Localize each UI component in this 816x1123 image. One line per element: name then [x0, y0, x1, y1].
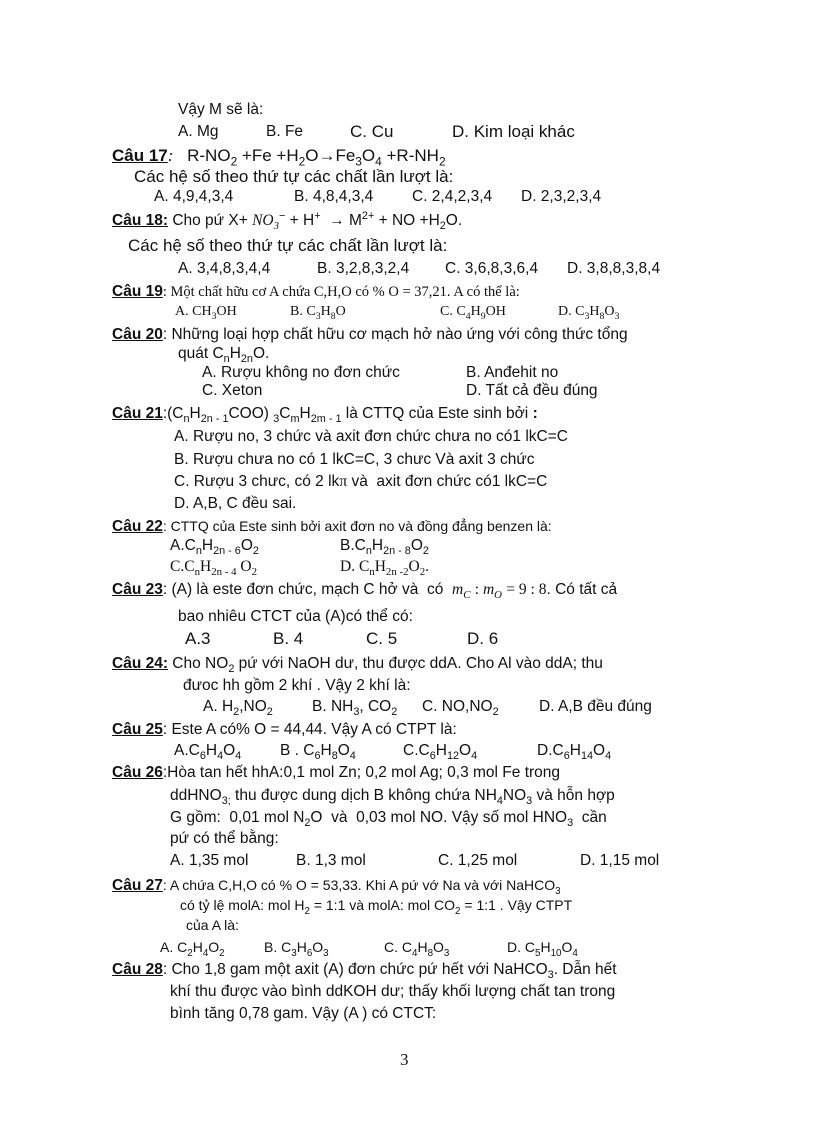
q27-option-b[interactable]: B. $C_3H_6O_3$ [264, 939, 329, 959]
q20-stem-2: quát $C_nH_{2n}O$. [178, 345, 270, 366]
q26-line3: G gồm: 0,01 mol $N_2O$ và 0,03 mol NO. Vậy số mol $HNO_3$ cần [170, 809, 607, 830]
q16-option-c[interactable]: C. Cu [350, 122, 394, 141]
q24-option-a[interactable]: A. $H_2,NO_2$ [203, 698, 273, 719]
q16-option-b[interactable]: B. Fe [266, 123, 304, 140]
q16-option-d[interactable]: D. Kim loại khác [452, 122, 575, 141]
q17-option-a[interactable]: A. 4,9,4,3,4 [154, 188, 234, 205]
q25-stem: : Este A có% O = 44,44. Vậy A có CTPT là: [162, 721, 457, 738]
q27-line2: có tỷ lệ molA: mol $H_2$ = 1:1 và molA: mol $CO_2$ = 1:1 . Vậy CTPT [180, 897, 573, 917]
q24-header [112, 654, 603, 674]
q26-option-c[interactable]: C. 1,25 mol [438, 852, 518, 869]
q18-header [112, 211, 462, 231]
page-number: 3 [400, 1050, 409, 1069]
q26-option-b[interactable]: B. 1,3 mol [296, 852, 366, 869]
q17-label: Câu 17 [112, 146, 168, 165]
q26-line4: pứ có thể bằng: [170, 830, 279, 847]
q25-option-d[interactable]: $D.C_6H_{14}O_4$ [537, 742, 612, 763]
q23-option-c[interactable]: C. 5 [366, 629, 398, 648]
q27-line3: của A là: [186, 917, 239, 933]
q20-option-d[interactable]: D. Tất cả đều đúng [466, 382, 598, 399]
q17-option-c[interactable]: C. 2,4,2,3,4 [412, 188, 493, 205]
q22-label: Câu 22 [112, 518, 163, 535]
q20-label: Câu 20 [112, 326, 163, 343]
q18-equation: Cho pứ $X+ NO_3^- + H^+ \to M^{2+}$ + NO $+H_2O$. [172, 209, 463, 233]
q27-option-d[interactable]: D. $C_5H_{10}O_4$ [507, 939, 578, 959]
q26-option-d[interactable]: D. 1,15 mol [580, 852, 660, 869]
q22-option-d[interactable]: D. $C_nH_{2n -2}O_2$. [340, 558, 430, 579]
q23-line2: bao nhiêu CTCT của (A)có thể có: [178, 608, 413, 625]
q26-option-a[interactable]: A. 1,35 mol [170, 852, 249, 869]
q23-header [112, 580, 617, 600]
q25-option-b[interactable]: B . $C_6H_8O_4$ [280, 742, 356, 763]
q22-header [112, 516, 552, 537]
q21-option-b[interactable]: B. Rượu chưa no có 1 lkC=C, 3 chưc Và axit 3 chức [174, 451, 535, 468]
q23-option-d[interactable]: D. 6 [467, 629, 499, 648]
q28-line2: khí thu được vào bình ddKOH dư; thấy khối lượng chất tan trong [170, 983, 616, 1000]
q20-header [112, 325, 628, 345]
q20-option-c[interactable]: C. Xeton [202, 382, 263, 399]
q22-option-b[interactable]: $B.C_nH_{2n - 8}O_2$ [340, 537, 429, 558]
q25-option-c[interactable]: $C.C_6H_{12}O_4$ [403, 742, 478, 763]
q21-header [112, 404, 538, 424]
q21-option-d[interactable]: D. A,B, C đều sai. [174, 495, 297, 512]
q23-option-a[interactable]: A.3 [185, 629, 211, 648]
q26-line1: :Hòa tan hết hhA:0,1 mol Zn; 0,2 mol Ag; 0,3 mol Fe trong [162, 764, 561, 781]
q26-label: Câu 26 [112, 764, 163, 781]
q19-header [112, 282, 520, 302]
q26-line2: ddHNO$_{3;}$ thu được dung dịch B không chứa $NH_4NO_3$ và hỗn hợp [170, 787, 615, 808]
q28-header [112, 960, 617, 980]
q25-header [112, 720, 457, 740]
q17-equation: $R-NO_2 +Fe +H_2O\to Fe_3O_4 +R-NH_2$ [177, 146, 446, 169]
q19-option-d[interactable]: D. $C_3H_8O_3$ [558, 304, 620, 322]
q24-line2: đưoc hh gồm 2 khí . Vậy 2 khí là: [183, 677, 411, 694]
q28-line3: bình tăng 0,78 gam. Vậy (A ) có CTCT: [170, 1005, 437, 1022]
q16-line: Vậy M sẽ là: [178, 101, 264, 118]
q27-option-a[interactable]: A. $C_2H_4O_2$ [160, 939, 225, 959]
q19-option-a[interactable]: A. $CH_3OH$ [175, 304, 237, 322]
q24-option-c[interactable]: C. $NO,NO_2$ [422, 698, 499, 719]
q22-stem: : CTTQ của Este sinh bởi axit đơn no và đồng đẳng benzen là: [162, 518, 552, 534]
q17-header: Câu 17: $R-NO_2 +Fe +H_2O\to Fe_3O_4 +R-NH_2$ [112, 146, 446, 169]
q27-option-c[interactable]: C. $C_4H_8O_3$ [384, 939, 450, 959]
q23-stem: : (A) là este đơn chức, mạch C hở và có $m_C$ : $m_O = 9$ : 8. Có tất cả [162, 581, 618, 602]
q21-stem: $:(C_nH_{2n - 1}COO)$ $_3C_mH_{2m - 1}$ là CTTQ của Este sinh bởi : [162, 405, 538, 426]
q21-option-c[interactable]: C. Rượu 3 chưc, có 2 lkπ và axit đơn chức có1 lkC=C [174, 473, 548, 490]
q19-label: Câu 19 [112, 283, 163, 300]
q18-label: Câu 18: [112, 212, 168, 229]
q18-option-b[interactable]: B. 3,2,8,3,2,4 [317, 260, 410, 277]
q23-label: Câu 23 [112, 581, 163, 598]
q27-line1: : A chứa C,H,O có % O = 53,33. Khi A pứ vớ Na và với NaHCO$_3$ [162, 877, 561, 897]
q28-label: Câu 28 [112, 961, 163, 978]
q17-option-b[interactable]: B. 4,8,4,3,4 [294, 188, 374, 205]
q24-option-d[interactable]: D. A,B đều đúng [539, 698, 652, 715]
q27-header [112, 875, 561, 896]
q24-label: Câu 24: [112, 655, 168, 672]
q18-option-c[interactable]: C. 3,6,8,3,6,4 [445, 260, 539, 277]
q25-option-a[interactable]: $A.C_6H_4O_4$ [174, 742, 242, 763]
q19-option-c[interactable]: C. $C_4H_9OH$ [440, 304, 506, 322]
q17-stem: Các hệ số theo thứ tự các chất lần lượt là: [134, 167, 454, 186]
q25-label: Câu 25 [112, 721, 163, 738]
q24-option-b[interactable]: B. $NH_3$, $CO_2$ [312, 698, 398, 719]
q20-stem: : Những loại hợp chất hữu cơ mạch hở nào ứng với công thức tổng [162, 326, 628, 343]
q19-stem: : Một chất hữu cơ A chứa C,H,O có % O = 37,21. A có thể là: [162, 284, 520, 300]
q22-option-c[interactable]: $C.C_nH_{2n - 4}$ $O_2$ [170, 558, 257, 579]
q27-label: Câu 27 [112, 877, 163, 894]
q21-label: Câu 21 [112, 405, 163, 422]
q18-option-a[interactable]: A. 3,4,8,3,4,4 [178, 260, 271, 277]
q18-stem: Các hệ số theo thứ tự các chất lần lượt là: [128, 236, 448, 255]
q19-option-b[interactable]: B. $C_3H_8O$ [290, 304, 346, 322]
q20-option-a[interactable]: A. Rượu không no đơn chức [202, 364, 400, 381]
q24-stem: Cho $NO_2$ pứ với NaOH dư, thu được ddA. Cho Al vào ddA; thu [168, 655, 603, 676]
q23-option-b[interactable]: B. 4 [273, 629, 304, 648]
q20-option-b[interactable]: B. Anđehit no [466, 364, 559, 381]
q28-line1: : Cho 1,8 gam một axit (A) đơn chức pứ hết với NaHCO$_3$. Dẫn hết [162, 961, 617, 982]
q16-option-a[interactable]: A. Mg [178, 123, 219, 140]
q22-option-a[interactable]: $A.C_nH_{2n - 6}O_2$ [170, 537, 259, 558]
q21-option-a[interactable]: A. Rượu no, 3 chức và axit đơn chức chưa no có1 lkC=C [174, 428, 568, 445]
q17-option-d[interactable]: D. 2,3,2,3,4 [521, 188, 602, 205]
q26-header [112, 763, 560, 783]
q18-option-d[interactable]: D. 3,8,8,3,8,4 [567, 260, 661, 277]
